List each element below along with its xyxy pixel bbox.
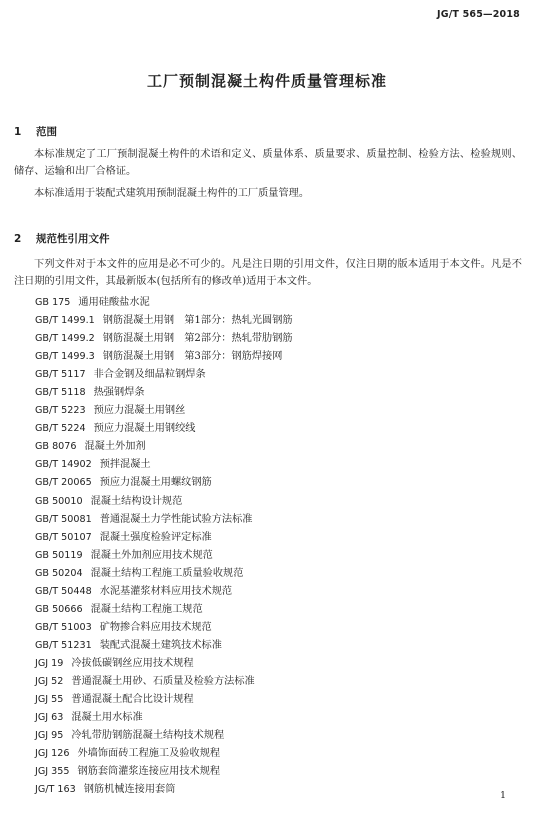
reference-title: 普通混凝土用砂、石质量及检验方法标准 xyxy=(71,675,255,687)
reference-item xyxy=(35,402,293,420)
section-title: 范围 xyxy=(36,126,57,138)
reference-code: GB/T 20065 xyxy=(35,477,92,489)
reference-title: 混凝土结构工程施工规范 xyxy=(90,603,203,615)
reference-code: GB/T 14902 xyxy=(35,459,92,471)
reference-title: 混凝土强度检验评定标准 xyxy=(99,531,212,543)
reference-code: GB/T 5117 xyxy=(35,369,86,381)
reference-title: 混凝土外加剂应用技术规范 xyxy=(90,549,213,561)
reference-title: 混凝土用水标准 xyxy=(71,712,143,724)
reference-title: 矿物掺合料应用技术规范 xyxy=(99,621,212,633)
reference-title: 外墙饰面砖工程施工及验收规程 xyxy=(77,748,221,760)
reference-code: GB 50666 xyxy=(35,603,83,615)
reference-title: 钢筋机械连接用套筒 xyxy=(83,784,176,796)
reference-item xyxy=(35,763,293,781)
reference-item xyxy=(35,709,293,727)
reference-item xyxy=(35,511,293,529)
reference-item xyxy=(35,529,293,547)
reference-code: GB/T 51231 xyxy=(35,639,92,651)
reference-code: JGJ 19 xyxy=(35,657,64,669)
reference-item xyxy=(35,294,293,312)
reference-title: 热强钢焊条 xyxy=(93,387,145,399)
reference-code: JGJ 63 xyxy=(35,712,64,724)
reference-item xyxy=(35,601,293,619)
reference-title: 非合金钢及细晶粒钢焊条 xyxy=(93,369,206,381)
reference-code: GB 50119 xyxy=(35,549,83,561)
reference-code: GB 50010 xyxy=(35,495,83,507)
paragraph: 本标准适用于装配式建筑用预制混凝土构件的工厂质量管理。 xyxy=(34,188,310,199)
reference-item xyxy=(35,673,293,691)
reference-code: JGJ 55 xyxy=(35,694,64,706)
reference-code: GB/T 5118 xyxy=(35,387,86,399)
reference-title: 钢筋混凝土用钢 第1部分：热轧光圆钢筋 xyxy=(102,315,293,327)
reference-title: 钢筋混凝土用钢 第3部分：钢筋焊接网 xyxy=(102,351,283,363)
reference-title: 预应力混凝土用螺纹钢筋 xyxy=(99,477,212,489)
reference-item xyxy=(35,456,293,474)
reference-item xyxy=(35,330,293,348)
reference-item xyxy=(35,438,293,456)
reference-item xyxy=(35,565,293,583)
reference-code: JGJ 52 xyxy=(35,675,64,687)
reference-code: JG/T 163 xyxy=(35,784,76,796)
reference-item xyxy=(35,691,293,709)
reference-code: GB/T 1499.3 xyxy=(35,351,95,363)
reference-code: GB/T 1499.2 xyxy=(35,333,95,345)
paragraph: 本标准规定了工厂预制混凝土构件的术语和定义、质量体系、质量要求、质量控制、检验方法、检验规则、储存、运输和出厂合格证。 xyxy=(14,149,522,177)
reference-item xyxy=(35,727,293,745)
reference-title: 钢筋套筒灌浆连接应用技术规程 xyxy=(77,766,221,778)
reference-item xyxy=(35,384,293,402)
reference-title: 普通混凝土力学性能试验方法标准 xyxy=(99,513,253,525)
reference-title: 混凝土外加剂 xyxy=(84,441,146,453)
reference-title: 混凝土结构设计规范 xyxy=(90,495,183,507)
reference-title: 装配式混凝土建筑技术标准 xyxy=(99,639,222,651)
reference-code: JGJ 355 xyxy=(35,766,70,778)
reference-title: 冷轧带肋钢筋混凝土结构技术规程 xyxy=(71,730,225,742)
reference-item xyxy=(35,348,293,366)
reference-title: 冷拔低碳钢丝应用技术规程 xyxy=(71,657,194,669)
reference-title: 混凝土结构工程施工质量验收规范 xyxy=(90,567,244,579)
section-title: 规范性引用文件 xyxy=(36,233,110,245)
reference-item xyxy=(35,745,293,763)
reference-title: 预拌混凝土 xyxy=(99,459,151,471)
reference-title: 普通混凝土配合比设计规程 xyxy=(71,694,194,706)
reference-code: GB 175 xyxy=(35,297,71,308)
reference-item xyxy=(35,583,293,601)
reference-code: GB 8076 xyxy=(35,441,77,453)
standard-code: JG/T 565—2018 xyxy=(437,9,520,20)
section-number: 2 xyxy=(14,233,22,245)
reference-code: GB/T 5224 xyxy=(35,423,86,435)
reference-code: GB/T 50107 xyxy=(35,531,92,543)
section-heading-normative-references xyxy=(14,231,110,246)
reference-code: GB/T 50448 xyxy=(35,585,92,597)
reference-item xyxy=(35,781,293,799)
reference-item xyxy=(35,420,293,438)
reference-title: 预应力混凝土用钢绞线 xyxy=(93,423,196,435)
reference-code: GB/T 5223 xyxy=(35,405,86,417)
reference-item xyxy=(35,547,293,565)
section-number: 1 xyxy=(14,126,22,138)
page-number: 1 xyxy=(499,790,506,801)
reference-item xyxy=(35,637,293,655)
paragraph: 下列文件对于本文件的应用是必不可少的。凡是注日期的引用文件，仅注日期的版本适用于本文件。凡是不注日期的引用文件，其最新版本(包括所有的修改单)适用于本文件。 xyxy=(14,259,522,287)
reference-code: GB 50204 xyxy=(35,567,83,579)
section-heading-scope xyxy=(14,124,57,139)
document-title: 工厂预制混凝土构件质量管理标准 xyxy=(146,72,387,90)
reference-code: GB/T 51003 xyxy=(35,621,92,633)
reference-code: JGJ 95 xyxy=(35,730,64,742)
reference-item xyxy=(35,312,293,330)
reference-title: 水泥基灌浆材料应用技术规范 xyxy=(99,585,233,597)
reference-list xyxy=(35,294,293,799)
reference-code: GB/T 50081 xyxy=(35,513,92,525)
reference-item xyxy=(35,493,293,511)
reference-item xyxy=(35,655,293,673)
reference-code: JGJ 126 xyxy=(35,748,70,760)
reference-item xyxy=(35,619,293,637)
reference-item xyxy=(35,474,293,492)
reference-title: 钢筋混凝土用钢 第2部分：热轧带肋钢筋 xyxy=(102,333,293,345)
reference-code: GB/T 1499.1 xyxy=(35,315,95,327)
reference-item xyxy=(35,366,293,384)
reference-title: 通用硅酸盐水泥 xyxy=(78,297,150,308)
reference-title: 预应力混凝土用钢丝 xyxy=(93,405,186,417)
